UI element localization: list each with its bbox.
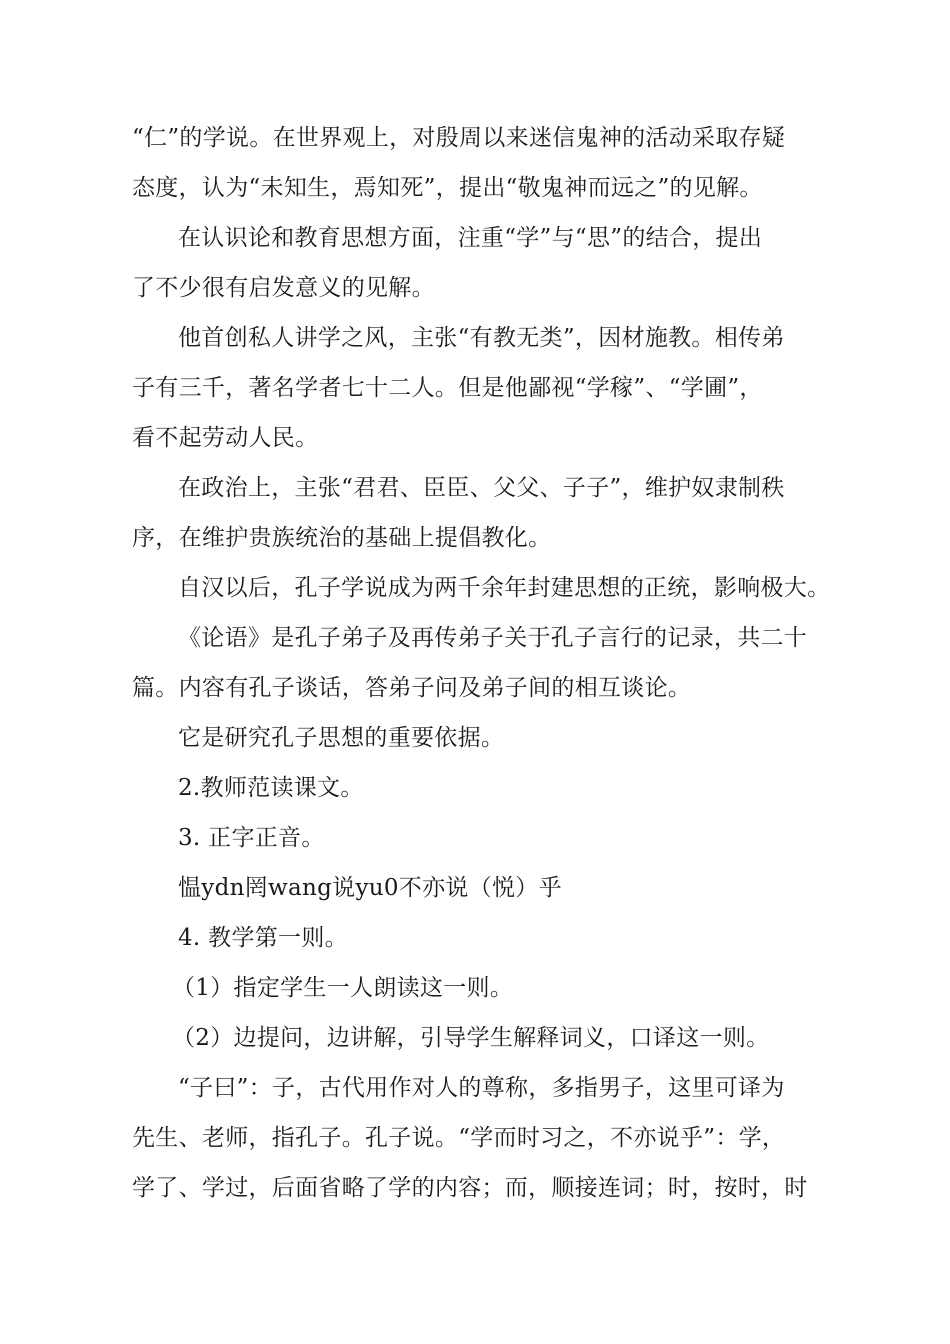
text-line-6: 子有三千，著名学者七十二人。但是他鄙视“学稼”、“学圃”， xyxy=(132,375,763,401)
text-line-22: 学了、学过，后面省略了学的内容；而，顺接连词；时，按时，时 xyxy=(132,1175,808,1201)
text-line-16: 愠ydn罔wang说yu0不亦说（悦）乎 xyxy=(178,875,562,901)
text-line-15: 3. 正字正音。 xyxy=(178,825,325,851)
text-line-11: 《论语》是孔子弟子及再传弟子关于孔子言行的记录，共二十 xyxy=(178,625,808,651)
text-line-4: 了不少很有启发意义的见解。 xyxy=(132,275,435,301)
text-line-1: “仁”的学说。在世界观上，对殷周以来迷信鬼神的活动采取存疑 xyxy=(132,125,786,151)
body-text xyxy=(132,113,832,1213)
text-line-21: 先生、老师，指孔子。孔子说。“学而时习之，不亦说乎”：学， xyxy=(132,1125,786,1151)
text-line-19: （2）边提问，边讲解，引导学生解释词义，口译这一则。 xyxy=(172,1025,770,1051)
text-line-13: 它是研究孔子思想的重要依据。 xyxy=(178,725,505,751)
text-line-7: 看不起劳动人民。 xyxy=(132,425,319,451)
text-line-2: 态度，认为“未知生，焉知死”，提出“敬鬼神而远之”的见解。 xyxy=(132,175,763,201)
text-line-10: 自汉以后，孔子学说成为两千余年封建思想的正统，影响极大。 xyxy=(178,575,831,601)
text-line-14: 2.教师范读课文。 xyxy=(178,775,364,801)
text-line-17: 4. 教学第一则。 xyxy=(178,925,348,951)
text-line-12: 篇。内容有孔子谈话，答弟子问及弟子间的相互谈论。 xyxy=(132,675,692,701)
text-line-18: （1）指定学生一人朗读这一则。 xyxy=(172,975,514,1001)
text-line-8: 在政治上，主张“君君、臣臣、父父、子子”，维护奴隶制秩 xyxy=(178,475,785,501)
text-line-3: 在认识论和教育思想方面，注重“学”与“思”的结合，提出 xyxy=(178,225,763,251)
text-line-5: 他首创私人讲学之风，主张“有教无类”，因材施教。相传弟 xyxy=(178,325,785,351)
text-line-9: 序，在维护贵族统治的基础上提倡教化。 xyxy=(132,525,552,551)
text-line-20: “子曰”：子，古代用作对人的尊称，多指男子，这里可译为 xyxy=(178,1075,785,1101)
